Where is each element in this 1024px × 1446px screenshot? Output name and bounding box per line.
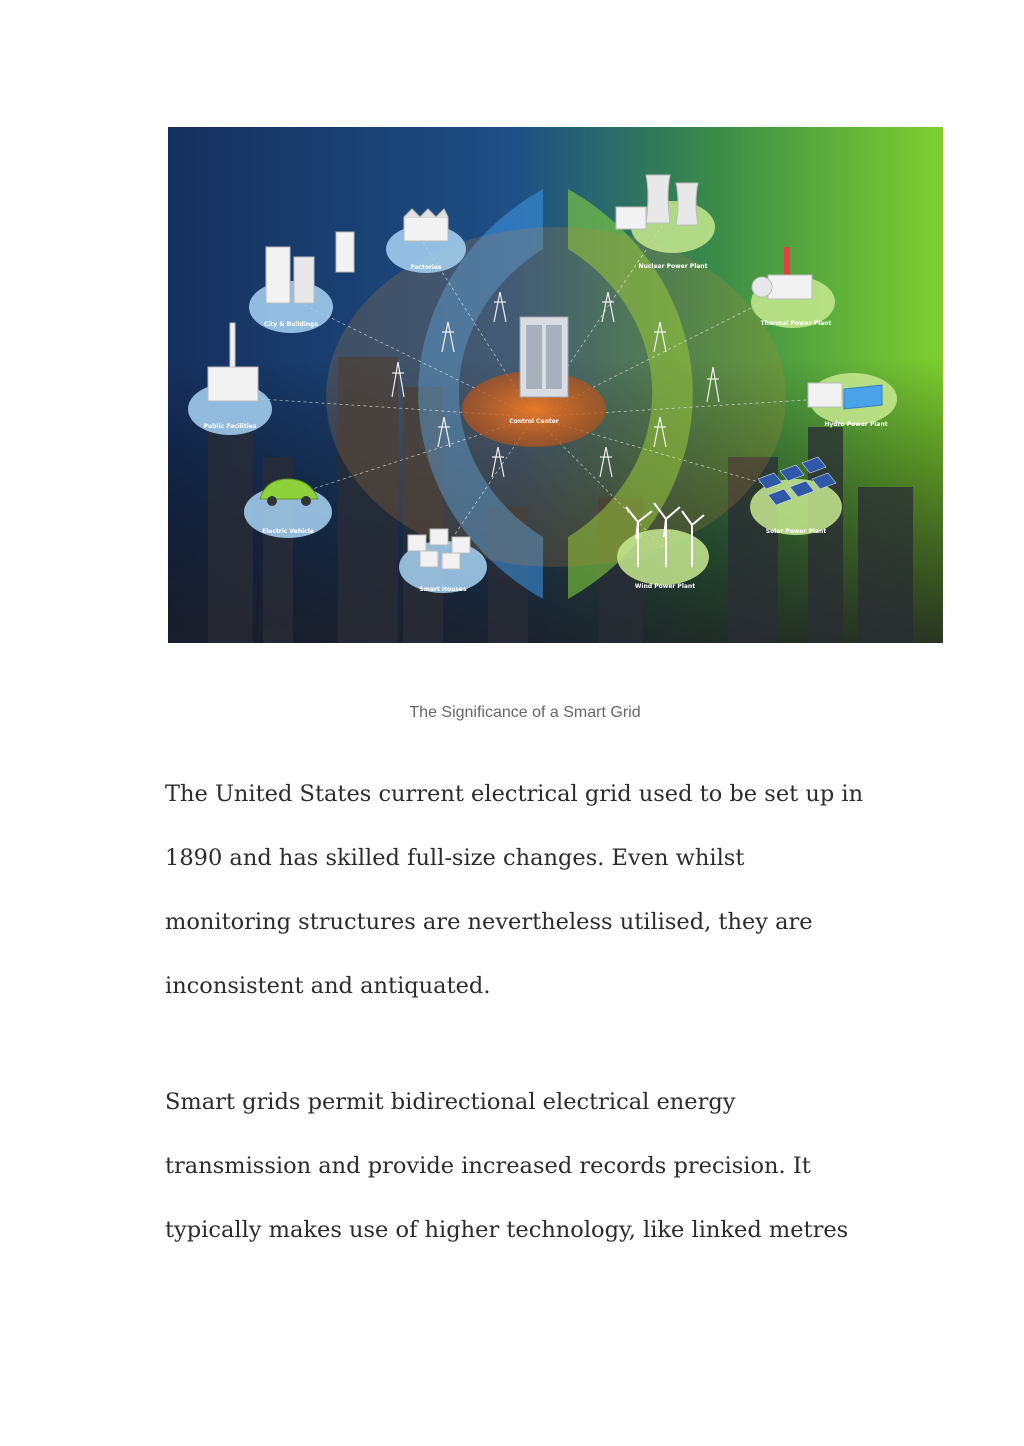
- wind-plant-label: Wind Power Plant: [634, 583, 696, 590]
- paragraph-line: The United States current electrical grid used to be set up in: [165, 781, 864, 807]
- city-buildings-label: City & Buildings: [263, 321, 319, 328]
- smart-grid-figure: [168, 127, 943, 643]
- hydro-plant-label: Hydro Power Plant: [824, 421, 888, 428]
- control-center-label: Control Center: [509, 418, 559, 425]
- public-facilities-label: Public Facilities: [203, 423, 257, 430]
- paragraph-line: transmission and provide increased records precision. It: [165, 1153, 811, 1179]
- nuclear-plant-label: Nuclear Power Plant: [638, 263, 708, 270]
- paragraph-line: monitoring structures are nevertheless utilised, they are: [165, 909, 813, 935]
- paragraph-line: Smart grids permit bidirectional electrical energy: [165, 1089, 736, 1115]
- smart-grid-illustration-icon: [168, 127, 943, 643]
- paragraph-2: [165, 1070, 885, 1262]
- thermal-plant-label: Thermal Power Plant: [760, 320, 832, 327]
- solar-plant-label: Solar Power Plant: [765, 528, 827, 535]
- factories-label: Factories: [410, 264, 442, 271]
- paragraph-line: inconsistent and antiquated.: [165, 973, 491, 999]
- electric-vehicle-label: Electric Vehicle: [262, 528, 314, 535]
- paragraph-line: typically makes use of higher technology, like linked metres: [165, 1217, 849, 1243]
- paragraph-1: [165, 762, 885, 1018]
- smart-houses-label: Smart Houses: [419, 586, 467, 593]
- paragraph-line: 1890 and has skilled full-size changes. Even whilst: [165, 845, 745, 871]
- figure-caption: The Significance of a Smart Grid: [409, 704, 641, 721]
